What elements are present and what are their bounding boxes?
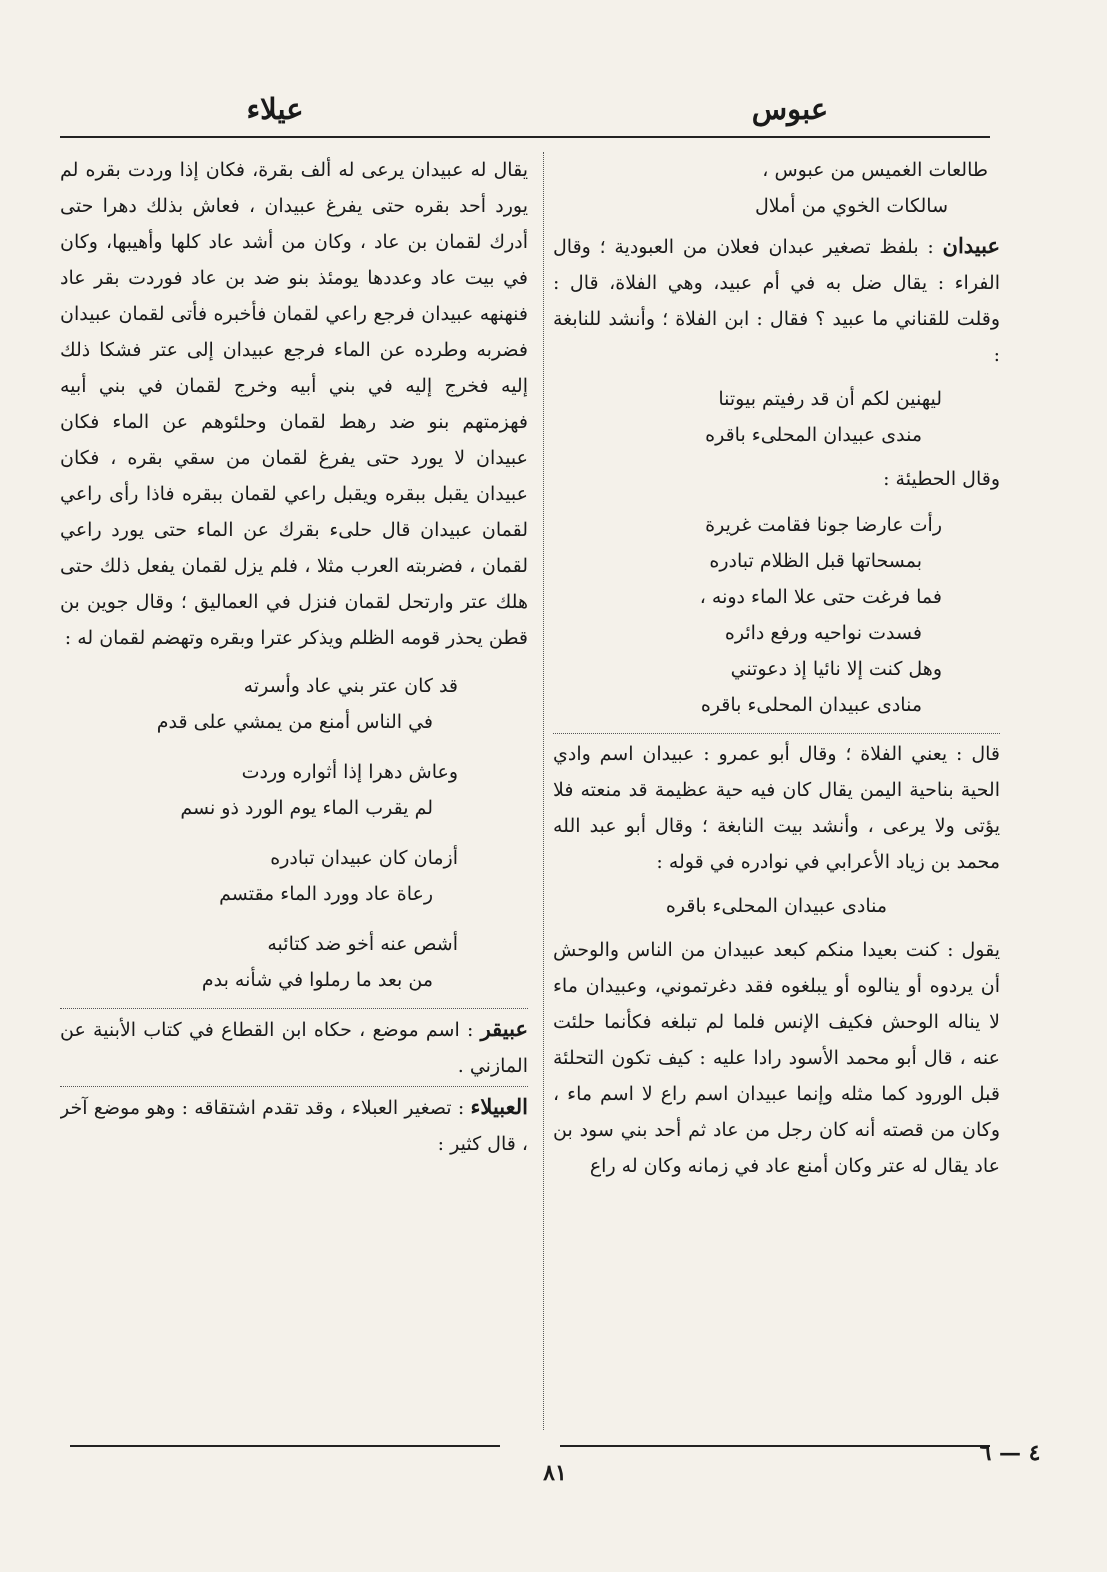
paragraph: يقال له عبيدان يرعى له ألف بقرة، فكان إذا وردت بقره لم يورد أحد بقره حتى يفرغ عبيدان ، فعاش بذلك دهرا حتى أدرك لقمان بن عاد ، وكان من أشد عاد كلها وأهيبها، وكان في بيت عاد وعددها يومئذ بنو ضد بن عاد فوردت بقر عاد فنهنهه عبيدان فرجع راعي لقمان فأخبره فأتى لقمان عبيدان فضربه وطرده عن الماء فرجع عبيدان إلى عتر فشكا ذلك إليه فخرج إليه في بني أبيه وخرج لقمان في بني أبيه فهزمتهم بنو ضد رهط لقمان وحلئوهم عن الماء فكان عبيدان لا يورد حتى يفرغ لقمان من سقي بقره ، فكان عبيدان يقبل ببقره ويقبل راعي لقمان ببقره فاذا رأى راعي لقمان عبيدان قال حلىء بقرك عن الماء حتى يورد راعي لقمان ، فضربته العرب مثلا ، فلم يزل لقمان يفعل ذلك حتى هلك عتر وارتحل لقمان فنزل في العماليق ؛ وقال جوين بن قطن يحذر قومه الظلم ويذكر عترا وبقره وتهضم لقمان له :: [60, 159, 528, 649]
verse-line: أشص عنه أخو ضد كتائبه: [267, 933, 458, 955]
entry-lemma: العبيلاء: [470, 1094, 528, 1119]
paragraph-rule: [60, 1086, 528, 1087]
verse-line: ليهنين لكم أن قد رفيتم بيوتنا: [718, 388, 942, 410]
verse-line: رعاة عاد وورد الماء مقتسم: [219, 883, 433, 905]
hutayah-intro: وقال الحطيئة :: [883, 468, 1000, 490]
verse-line: وعاش دهرا إذا أثواره وردت: [241, 761, 458, 783]
verse-line: طالعات الغميس من عبوس ،: [762, 159, 988, 181]
verse-line: لم يقرب الماء يوم الورد ذو نسم: [180, 797, 433, 819]
verse-line: منادى عبيدان المحلىء باقره: [700, 694, 922, 716]
poem-juwayn: [60, 656, 528, 1006]
verse-line: فما فرغت حتى علا الماء دونه ،: [699, 586, 942, 608]
footer-rule-right: [560, 1445, 990, 1447]
page-number: ٨١: [543, 1460, 567, 1486]
paragraph: قال : يعني الفلاة ؛ وقال أبو عمرو : عبيدان اسم وادي الحية بناحية اليمن يقال كان فيه حية عظيمة قد منعته فلا يؤتى ولا يرعى ، وأنشد بيت النابغة ؛ وقال أبو عبد الله محمد بن زياد الأعرابي في نوادره في قوله :: [553, 743, 1000, 873]
entry-lemma: عبيدان: [942, 233, 1000, 258]
entry-ubaydan: [553, 228, 1000, 373]
verse-line: أزمان كان عبيدان تبادره: [270, 847, 458, 869]
verse-line: في الناس أمنع من يمشي على قدم: [156, 711, 433, 733]
entry-text: : تصغير العبلاء ، وقد تقدم اشتقاقه : وهو موضع آخر ، قال كثير :: [60, 1097, 528, 1155]
column-divider: [543, 152, 544, 1430]
header-rule: [60, 136, 990, 138]
right-column: [553, 152, 1000, 1427]
left-column: [60, 152, 528, 1427]
verse-line: سالكات الخوي من أملال: [754, 195, 948, 217]
entry-text: : بلفظ تصغير عبدان فعلان من العبودية ؛ وقال الفراء : يقال ضل به في أم عبيد، وهي الفلاة، قال : وقلت للقناني ما عبيد ؟ فقال : ابن الفلاة ؛ وأنشد للنابغة :: [553, 236, 1000, 366]
couplet-top: [553, 152, 1000, 224]
verse-line: فسدت نواحيه ورفع دائره: [724, 622, 922, 644]
hutayah-poem: [553, 497, 1000, 731]
paragraph: يقول : كنت بعيدا منكم كبعد عبيدان من الناس والوحش أن يردوه أو ينالوه أو يبلغوه فقد دغرتموني، وعبيدان ماء لا يناله الوحش فكيف الإنس فلما لم تبلغه فكأنما حلئت عنه ، قال أبو محمد الأسود رادا عليه : كيف تكون التحلئة قبل الورود كما مثله وإنما عبيدان اسم راع لا اسم ماء ، وكان من قصته أنه كان رجل من عاد ثم أحد بني سود بن عاد يقال له عتر وكان أمنع عاد في زمانه وكان له راع: [553, 939, 1000, 1177]
verse-line: قد كان عتر بني عاد وأسرته: [243, 675, 458, 697]
verse-line: من بعد ما رملوا في شأنه بدم: [201, 969, 433, 991]
header-right-word: عبوس: [751, 92, 829, 126]
verse-line: رأت عارضا جونا فقامت غريرة: [705, 514, 942, 536]
footer-rule-left: [70, 1445, 500, 1447]
header-left-word: عيلاء: [246, 92, 304, 126]
entry-lemma: عبيقر: [480, 1016, 528, 1041]
entry-ubayqar: [60, 1011, 528, 1084]
verse-line: مندى عبيدان المحلىء باقره: [705, 424, 922, 446]
signature-mark: ٤ — ٦: [979, 1440, 1041, 1466]
entry-ubaylaa: [60, 1089, 528, 1162]
verse-nabigha: [553, 373, 1000, 461]
verse-line: وهل كنت إلا نائيا إذ دعوتني: [730, 658, 942, 680]
entry-text: : اسم موضع ، حكاه ابن القطاع في كتاب الأبنية عن المازني .: [60, 1019, 528, 1077]
verse-line: بمسحاتها قبل الظلام تبادره: [709, 550, 922, 572]
paragraph-rule: [553, 733, 1000, 734]
paragraph-rule: [60, 1008, 528, 1009]
single-hemistich: منادى عبيدان المحلىء باقره: [665, 895, 888, 917]
